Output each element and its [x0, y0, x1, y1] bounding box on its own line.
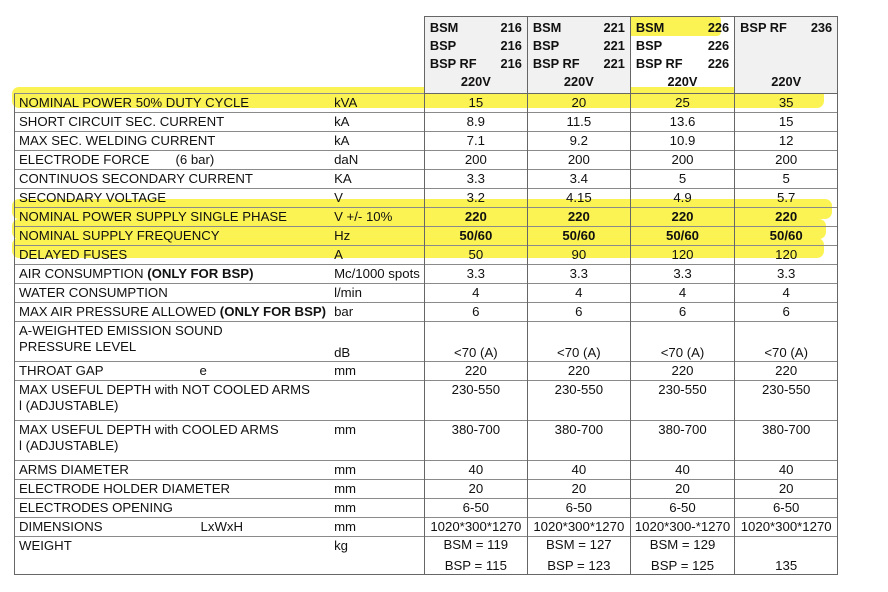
value-cell	[424, 537, 527, 575]
param-cell	[15, 132, 331, 151]
param-cell	[15, 362, 331, 381]
unit-cell: dB	[330, 322, 424, 362]
value-cell: 120	[630, 246, 734, 265]
value-cell: 6	[527, 303, 630, 322]
model-line	[533, 55, 625, 73]
model-number: 221	[603, 20, 625, 35]
param-label: DELAYED FUSES	[19, 247, 128, 263]
model-line	[636, 55, 729, 73]
weight-values	[635, 538, 730, 572]
value-cell: 40	[630, 461, 734, 480]
header-blank	[15, 17, 425, 94]
param-cell	[15, 208, 331, 227]
value-cell: 50/60	[424, 227, 527, 246]
unit-cell: mm	[330, 518, 424, 537]
param-extra: (6 bar)	[175, 152, 215, 168]
table-row	[15, 208, 838, 227]
value-cell: 40	[527, 461, 630, 480]
value-cell: 6-50	[424, 499, 527, 518]
unit-cell: mm	[330, 480, 424, 499]
value-cell: 220	[424, 208, 527, 227]
unit-cell: mm	[330, 461, 424, 480]
weight-bsm: BSM = 129	[649, 537, 716, 552]
param-extra: LxWxH	[200, 519, 244, 535]
param-cell	[15, 113, 331, 132]
unit-cell: KA	[330, 170, 424, 189]
value-cell: 13.6	[630, 113, 734, 132]
param-label: SECONDARY VOLTAGE	[19, 190, 167, 206]
model-header-1	[424, 17, 527, 94]
model-line	[430, 19, 522, 37]
value-cell: 20	[527, 480, 630, 499]
value-cell: 3.2	[424, 189, 527, 208]
value-cell: 230-550	[424, 381, 527, 421]
param-label: A-WEIGHTED EMISSION SOUND	[19, 323, 223, 338]
value-cell: 3.3	[424, 265, 527, 284]
model-line	[636, 19, 729, 37]
unit-cell: bar	[330, 303, 424, 322]
param-label: MAX SEC. WELDING CURRENT	[19, 133, 216, 149]
model-number: 226	[707, 20, 730, 35]
model-name: BSP	[429, 38, 457, 53]
model-number: 216	[500, 20, 522, 35]
value-cell: 6	[735, 303, 838, 322]
value-cell	[735, 537, 838, 575]
unit-cell: kA	[330, 132, 424, 151]
param-cell	[15, 189, 331, 208]
value-cell: 5.7	[735, 189, 838, 208]
weight-bsp: BSP = 125	[650, 557, 715, 573]
value-cell: 12	[735, 132, 838, 151]
value-cell: 50/60	[735, 227, 838, 246]
model-number: 226	[707, 56, 730, 71]
param-label: ELECTRODES OPENING	[19, 500, 173, 516]
model-number: 216	[500, 38, 522, 53]
model-name: BSM	[429, 20, 459, 35]
unit-cell: mm	[330, 421, 424, 461]
model-number: 236	[810, 20, 833, 35]
model-name: BSP RF	[532, 56, 580, 71]
param-note: (ONLY FOR BSP)	[216, 304, 327, 320]
param-cell	[15, 170, 331, 189]
param-label: ELECTRODE FORCE	[19, 152, 150, 168]
table-row	[15, 151, 838, 170]
model-header-2	[527, 17, 630, 94]
value-cell: 1020*300*1270	[735, 518, 838, 537]
model-number: 216	[500, 56, 522, 71]
value-cell: 20	[630, 480, 734, 499]
weight-values	[739, 538, 833, 572]
value-cell	[527, 537, 630, 575]
value-cell: 220	[527, 208, 630, 227]
value-cell: 5	[630, 170, 734, 189]
value-cell: 380-700	[735, 421, 838, 461]
model-number: 221	[603, 56, 625, 71]
model-line	[636, 37, 729, 55]
unit-cell: kVA	[330, 94, 424, 113]
weight-values	[532, 538, 626, 572]
param-cell	[15, 381, 331, 421]
model-line	[533, 19, 625, 37]
table-row	[15, 170, 838, 189]
param-label-line2: l (ADJUSTABLE)	[19, 398, 119, 414]
model-line	[740, 55, 832, 73]
header-row	[15, 17, 838, 94]
param-label: DIMENSIONS	[19, 519, 103, 535]
value-cell: 6-50	[630, 499, 734, 518]
param-label: ARMS DIAMETER	[19, 462, 129, 478]
value-cell: 230-550	[630, 381, 734, 421]
value-cell: 50/60	[527, 227, 630, 246]
model-header-3	[630, 17, 734, 94]
table-row	[15, 499, 838, 518]
param-label: MAX USEFUL DEPTH with NOT COOLED ARMS	[19, 382, 310, 397]
param-label: AIR CONSUMPTION	[19, 266, 144, 282]
weight-bsm	[739, 538, 833, 551]
value-cell: 90	[527, 246, 630, 265]
value-cell: 4	[527, 284, 630, 303]
value-cell: 3.3	[527, 265, 630, 284]
param-cell	[15, 537, 331, 575]
value-cell: 15	[735, 113, 838, 132]
model-line	[430, 37, 522, 55]
param-cell	[15, 303, 331, 322]
param-label-line2: l (ADJUSTABLE)	[19, 438, 119, 454]
value-cell: 8.9	[424, 113, 527, 132]
param-cell	[15, 246, 331, 265]
value-cell: 230-550	[735, 381, 838, 421]
table-row	[15, 189, 838, 208]
table-row	[15, 381, 838, 421]
param-cell	[15, 265, 331, 284]
value-cell: 4	[630, 284, 734, 303]
value-cell: 220	[630, 208, 734, 227]
model-name: BSP	[532, 38, 560, 53]
table-row	[15, 265, 838, 284]
model-line	[533, 37, 625, 55]
param-label: ELECTRODE HOLDER DIAMETER	[19, 481, 231, 497]
weight-bsp: BSP = 115	[444, 557, 507, 573]
value-cell: 200	[527, 151, 630, 170]
table-row	[15, 322, 838, 362]
value-cell: <70 (A)	[630, 322, 734, 362]
unit-cell: Mc/1000 spots	[330, 265, 424, 284]
value-cell: 20	[527, 94, 630, 113]
model-number: 226	[707, 38, 730, 53]
value-cell: 4.9	[630, 189, 734, 208]
value-cell: 3.3	[424, 170, 527, 189]
table-row	[15, 480, 838, 499]
model-header-4	[735, 17, 838, 94]
param-label: MAX USEFUL DEPTH with COOLED ARMS	[19, 422, 279, 437]
table-row	[15, 246, 838, 265]
model-name: BSP RF	[740, 20, 787, 35]
model-name: BSP	[635, 38, 663, 53]
value-cell: 380-700	[527, 421, 630, 461]
value-cell: 220	[424, 362, 527, 381]
value-cell: 200	[424, 151, 527, 170]
param-label: THROAT GAP	[19, 363, 104, 379]
value-cell: 380-700	[424, 421, 527, 461]
value-cell: <70 (A)	[424, 322, 527, 362]
param-cell	[15, 322, 331, 362]
model-name: BSM	[635, 20, 665, 35]
param-extra: e	[199, 363, 207, 379]
param-cell	[15, 284, 331, 303]
table-row	[15, 303, 838, 322]
param-label: NOMINAL POWER SUPPLY SINGLE PHASE	[19, 209, 287, 225]
unit-cell: V	[330, 189, 424, 208]
value-cell: 20	[424, 480, 527, 499]
value-cell: 40	[735, 461, 838, 480]
table-row	[15, 227, 838, 246]
value-cell: 1020*300*1270	[527, 518, 630, 537]
param-cell	[15, 518, 331, 537]
param-label: CONTINUOS SECONDARY CURRENT	[19, 171, 253, 187]
value-cell: 15	[424, 94, 527, 113]
value-cell: 40	[424, 461, 527, 480]
weight-bsm: BSM = 119	[443, 537, 509, 552]
model-voltage: 220V	[460, 74, 491, 89]
value-cell: <70 (A)	[527, 322, 630, 362]
value-cell: 11.5	[527, 113, 630, 132]
weight-bsp: 135	[775, 557, 798, 573]
value-cell: 220	[735, 362, 838, 381]
value-cell: 230-550	[527, 381, 630, 421]
param-label-line2: PRESSURE LEVEL	[19, 339, 137, 355]
unit-cell	[330, 381, 424, 421]
table-row	[15, 518, 838, 537]
spec-table	[14, 16, 838, 575]
weight-bsm: BSM = 127	[546, 537, 612, 552]
table-row	[15, 362, 838, 381]
param-note: (ONLY FOR BSP)	[143, 266, 254, 282]
value-cell: 20	[735, 480, 838, 499]
value-cell	[630, 537, 734, 575]
value-cell: 120	[735, 246, 838, 265]
value-cell: 9.2	[527, 132, 630, 151]
value-cell: 200	[630, 151, 734, 170]
unit-cell: Hz	[330, 227, 424, 246]
model-name: BSM	[532, 20, 562, 35]
value-cell: 6	[630, 303, 734, 322]
value-cell: 220	[527, 362, 630, 381]
param-label: NOMINAL SUPPLY FREQUENCY	[19, 228, 220, 244]
value-cell: 6-50	[527, 499, 630, 518]
param-cell	[15, 94, 331, 113]
table-row	[15, 421, 838, 461]
param-label: SHORT CIRCUIT SEC. CURRENT	[19, 114, 225, 130]
value-cell: 10.9	[630, 132, 734, 151]
param-label: MAX AIR PRESSURE ALLOWED	[19, 304, 217, 320]
model-line	[430, 55, 522, 73]
table-row	[15, 284, 838, 303]
value-cell: 4.15	[527, 189, 630, 208]
unit-cell: daN	[330, 151, 424, 170]
model-voltage: 220V	[563, 74, 594, 89]
value-cell: 50/60	[630, 227, 734, 246]
model-number: 221	[603, 38, 625, 53]
value-cell: 220	[735, 208, 838, 227]
value-cell: 6	[424, 303, 527, 322]
model-voltage: 220V	[771, 74, 802, 89]
value-cell: 1020*300-*1270	[630, 518, 734, 537]
unit-cell: V +/- 10%	[330, 208, 424, 227]
model-line	[740, 37, 832, 55]
param-cell	[15, 461, 331, 480]
value-cell: <70 (A)	[735, 322, 838, 362]
param-label: WEIGHT	[19, 538, 72, 553]
value-cell: 4	[735, 284, 838, 303]
value-cell: 3.3	[735, 265, 838, 284]
value-cell: 35	[735, 94, 838, 113]
table-row	[15, 132, 838, 151]
param-cell	[15, 227, 331, 246]
param-label: WATER CONSUMPTION	[19, 285, 168, 301]
unit-cell: kA	[330, 113, 424, 132]
param-cell	[15, 480, 331, 499]
value-cell: 50	[424, 246, 527, 265]
value-cell: 200	[735, 151, 838, 170]
param-cell	[15, 151, 331, 170]
unit-cell: l/min	[330, 284, 424, 303]
value-cell: 3.4	[527, 170, 630, 189]
param-cell	[15, 421, 331, 461]
weight-values	[429, 538, 523, 572]
value-cell: 25	[630, 94, 734, 113]
unit-cell: kg	[330, 537, 424, 575]
value-cell: 5	[735, 170, 838, 189]
table-row	[15, 113, 838, 132]
value-cell: 220	[630, 362, 734, 381]
model-voltage: 220V	[667, 74, 698, 89]
param-cell	[15, 499, 331, 518]
unit-cell: mm	[330, 362, 424, 381]
value-cell: 3.3	[630, 265, 734, 284]
table-row	[15, 537, 838, 575]
table-row	[15, 461, 838, 480]
model-name: BSP RF	[429, 56, 477, 71]
value-cell: 6-50	[735, 499, 838, 518]
value-cell: 4	[424, 284, 527, 303]
weight-bsp: BSP = 123	[547, 557, 611, 573]
model-name: BSP RF	[635, 56, 683, 71]
table-row	[15, 94, 838, 113]
unit-cell: mm	[330, 499, 424, 518]
param-label: NOMINAL POWER 50% DUTY CYCLE	[19, 95, 250, 111]
value-cell: 7.1	[424, 132, 527, 151]
unit-cell: A	[330, 246, 424, 265]
model-line	[740, 19, 832, 37]
value-cell: 380-700	[630, 421, 734, 461]
value-cell: 1020*300*1270	[424, 518, 527, 537]
